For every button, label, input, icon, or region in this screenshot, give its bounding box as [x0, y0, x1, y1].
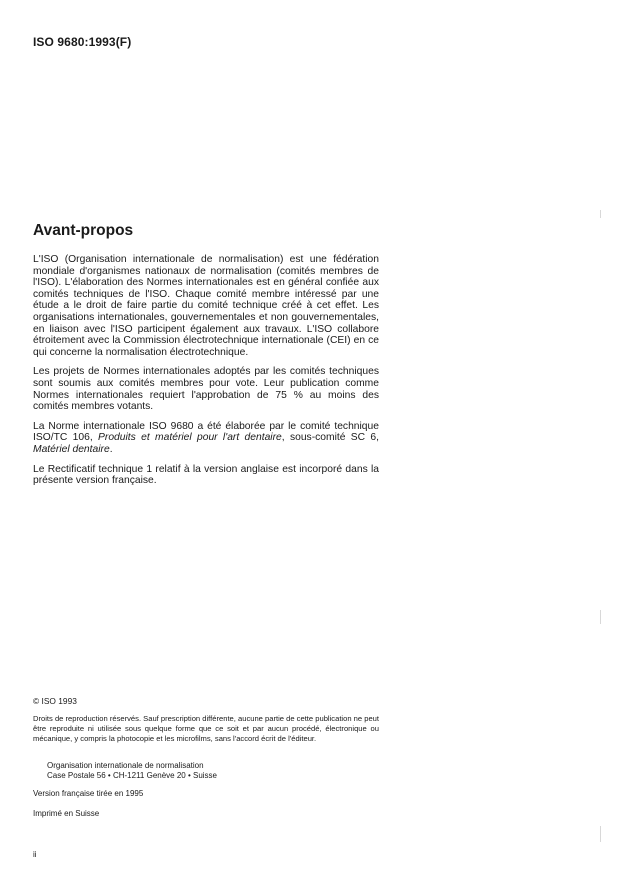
p3-text-end: . [109, 443, 113, 455]
foreword-body [33, 254, 379, 495]
foreword-title: Avant-propos [33, 222, 134, 239]
scan-artifact [600, 826, 601, 842]
document-header: ISO 9680:1993(F) [33, 35, 132, 49]
reproduction-rights: Droits de reproduction réservés. Sauf prescription différente, aucune partie de cette publication ne peut être reproduite ni utilisée sous quelque forme que ce soit et par aucun procédé, électronique ou mécanique, y compris la photocopie et les microfilms, sans l'accord écrit de l'éditeur. [33, 714, 380, 743]
address-line-2: Case Postale 56 • CH-1211 Genève 20 • Suisse [47, 771, 217, 780]
printed-in: Imprimé en Suisse [33, 809, 100, 818]
address-line-1: Organisation internationale de normalisation [47, 761, 204, 770]
p3-text-mid: , sous-comité SC 6, [281, 432, 379, 444]
p3-subcommittee-title: Matériel dentaire [33, 443, 110, 455]
p3-text-start: La Norme internationale ISO 9680 a été élaborée par le comité technique ISO/TC 106, [33, 420, 379, 444]
scan-artifact [600, 610, 601, 624]
foreword-paragraph-1: L'ISO (Organisation internationale de normalisation) est une fédération mondiale d'organismes nationaux de normalisation (comités membres de l'ISO). L'élaboration des Normes internationales est en général confiée aux comités techniques de l'ISO. Chaque comité membre intéressé par une étude a le droit de faire partie du comité technique créé à cet effet. Les organisations internationales, gouvernementales et non gouvernementales, en liaison avec l'ISO participent également aux travaux. L'ISO collabore étroitement avec la Commission électrotechnique internationale (CEI) en ce qui concerne la normalisation électrotechnique. [33, 254, 379, 358]
page-number: ii [33, 850, 37, 859]
version-note: Version française tirée en 1995 [33, 789, 144, 798]
scan-artifact [600, 210, 601, 218]
p3-committee-title: Produits et matériel pour l'art dentaire [98, 432, 282, 444]
foreword-paragraph-3 [33, 421, 379, 456]
publisher-address [47, 761, 217, 781]
foreword-paragraph-4: Le Rectificatif technique 1 relatif à la version anglaise est incorporé dans la présente version française. [33, 463, 379, 487]
copyright-notice: © ISO 1993 [33, 696, 77, 706]
foreword-paragraph-2: Les projets de Normes internationales adoptés par les comités techniques sont soumis aux comités membres pour vote. Leur publication comme Normes internationales requiert l'approbation de 75 % au moins des comités membres votants. [33, 366, 379, 413]
